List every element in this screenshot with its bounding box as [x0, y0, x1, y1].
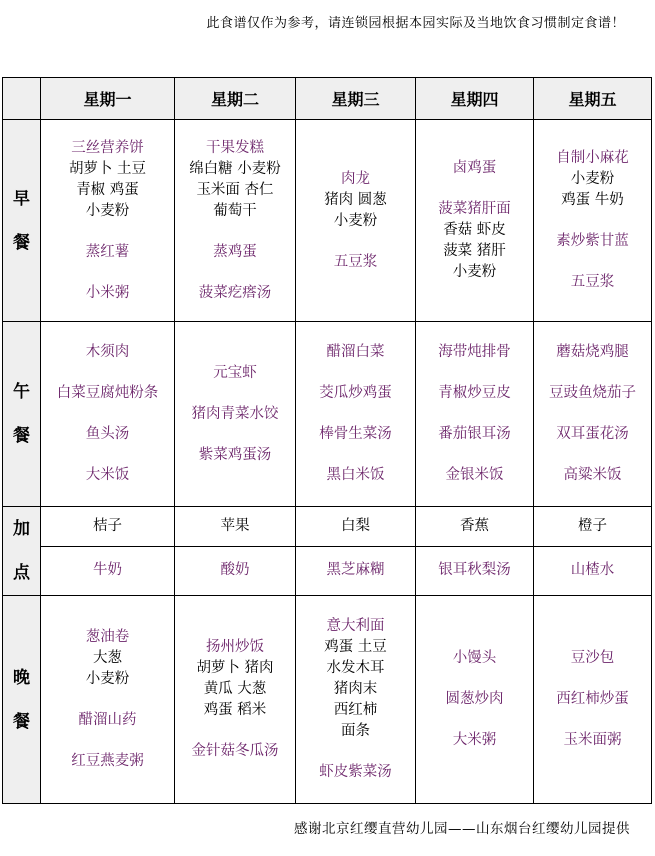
- lunch-row: [3, 322, 652, 507]
- breakfast-row: [3, 120, 652, 322]
- day-header: 星期三: [296, 78, 416, 120]
- dish: 蒸鸡蛋: [213, 243, 257, 260]
- dish: 葱油卷: [85, 629, 130, 645]
- dish: 素炒紫甘蓝: [556, 233, 629, 249]
- dish: 蒸红薯: [85, 243, 130, 260]
- ingredient: 猪肉 圆葱: [324, 191, 387, 208]
- dish: 玉米面粥: [563, 732, 622, 748]
- snack-drink: 山楂水: [534, 546, 652, 595]
- snack-drink: 黑芝麻糊: [296, 546, 416, 595]
- dish: 自制小麻花: [556, 150, 629, 166]
- dinner-tue: [175, 596, 296, 804]
- snack-drink-row: [3, 546, 652, 595]
- disclaimer-note: 此食谱仅作为参考，请连锁园根据本园实际及当地饮食习惯制定食谱！: [206, 16, 625, 31]
- dish: 西红柿炒蛋: [556, 691, 629, 707]
- ingredient: 大葱: [93, 650, 122, 666]
- dish: 海带炖排骨: [438, 344, 511, 360]
- snack-fruit: 橙子: [534, 507, 652, 547]
- ingredient: 胡萝卜 猪肉: [196, 660, 274, 676]
- ingredient: 青椒 鸡蛋: [76, 181, 139, 198]
- dish: 五豆浆: [570, 274, 615, 290]
- ingredient: 小麦粉: [85, 202, 130, 219]
- ingredient: 鸡蛋 牛奶: [561, 192, 624, 208]
- dish: 紫菜鸡蛋汤: [198, 446, 272, 463]
- ingredient: 葡萄干: [213, 202, 257, 219]
- dish: 肉龙: [341, 170, 370, 187]
- dish: 鱼头汤: [85, 426, 130, 442]
- dish: 圆葱炒肉: [445, 691, 504, 707]
- ingredient: 玉米面 杏仁: [196, 181, 274, 198]
- day-header: 星期五: [534, 78, 652, 120]
- dish: 卤鸡蛋: [452, 160, 497, 176]
- snack-drink: 酸奶: [175, 546, 296, 595]
- snack-drink: 牛奶: [41, 546, 175, 595]
- day-header: 星期二: [175, 78, 296, 120]
- dish: 金针菇冬瓜汤: [191, 743, 279, 759]
- dish: 红豆燕麦粥: [71, 753, 144, 769]
- dish: 小馒头: [452, 650, 497, 666]
- dish: 豆沙包: [570, 650, 615, 666]
- ingredient: 水发木耳: [326, 660, 385, 676]
- dish: 双耳蛋花汤: [556, 426, 629, 442]
- dinner-wed: [296, 596, 416, 804]
- snack-fruit: 桔子: [41, 507, 175, 547]
- dish: 虾皮紫菜汤: [319, 764, 392, 780]
- ingredient: 小麦粉: [85, 671, 130, 687]
- ingredient: 黄瓜 大葱: [203, 681, 267, 697]
- dish: 豆豉鱼烧茄子: [549, 385, 636, 401]
- breakfast-mon: [41, 120, 175, 322]
- meal-label-snack: 加 点: [3, 507, 41, 596]
- ingredient: 面条: [341, 723, 370, 739]
- dish: 菠菜猪肝面: [438, 201, 511, 217]
- dish: 小米粥: [85, 284, 130, 301]
- ingredient: 鸡蛋 稻米: [203, 702, 267, 718]
- weekly-menu-table: [2, 77, 652, 804]
- dinner-thu: [416, 596, 534, 804]
- dish: 青椒炒豆皮: [438, 385, 511, 401]
- lunch-mon: [41, 322, 175, 507]
- dinner-mon: [41, 596, 175, 804]
- dish: 意大利面: [326, 618, 385, 634]
- dish: 醋溜山药: [78, 712, 137, 728]
- ingredient: 鸡蛋 土豆: [324, 639, 387, 655]
- meal-label-lunch: 午 餐: [3, 322, 41, 507]
- ingredient: 猪肉末: [333, 681, 378, 697]
- dish: 大米饭: [85, 467, 130, 483]
- dish: 木须肉: [85, 344, 130, 360]
- dish: 五豆浆: [333, 253, 378, 270]
- ingredient: 小麦粉: [570, 171, 615, 187]
- lunch-fri: [534, 322, 652, 507]
- dish: 茭瓜炒鸡蛋: [319, 385, 392, 401]
- ingredient: 菠菜 猪肝: [443, 243, 506, 259]
- dinner-row: [3, 596, 652, 804]
- ingredient: 小麦粉: [333, 212, 378, 229]
- corner-cell: [3, 78, 41, 120]
- dish: 干果发糕: [206, 139, 264, 156]
- snack-fruit: 香蕉: [416, 507, 534, 547]
- snack-fruit-row: [3, 507, 652, 547]
- dish: 高粱米饭: [563, 467, 622, 483]
- breakfast-tue: [175, 120, 296, 322]
- day-header: 星期一: [41, 78, 175, 120]
- dish: 三丝营养饼: [71, 139, 144, 156]
- dish: 金银米饭: [445, 467, 504, 483]
- dish: 蘑菇烧鸡腿: [556, 344, 629, 360]
- lunch-wed: [296, 322, 416, 507]
- lunch-thu: [416, 322, 534, 507]
- ingredient: 小麦粉: [452, 264, 497, 280]
- snack-drink: 银耳秋梨汤: [416, 546, 534, 595]
- dish: 醋溜白菜: [326, 344, 385, 360]
- ingredient: 绵白糖 小麦粉: [189, 160, 281, 177]
- breakfast-wed: [296, 120, 416, 322]
- dish: 大米粥: [452, 732, 497, 748]
- breakfast-thu: [416, 120, 534, 322]
- day-header: 星期四: [416, 78, 534, 120]
- snack-fruit: 苹果: [175, 507, 296, 547]
- dish: 元宝虾: [213, 364, 257, 381]
- dish: 白菜豆腐炖粉条: [56, 385, 159, 401]
- ingredient: 胡萝卜 土豆: [68, 160, 147, 177]
- dish: 猪肉青菜水饺: [191, 405, 279, 422]
- credits-footer: 感谢北京红缨直营幼儿园——山东烟台红缨幼儿园提供: [294, 821, 630, 837]
- dinner-fri: [534, 596, 652, 804]
- snack-fruit: 白梨: [296, 507, 416, 547]
- meal-label-breakfast: 早 餐: [3, 120, 41, 322]
- dish: 扬州炒饭: [206, 639, 264, 655]
- dish: 菠菜疙瘩汤: [198, 284, 272, 301]
- dish: 棒骨生菜汤: [319, 426, 392, 442]
- breakfast-fri: [534, 120, 652, 322]
- header-row: [3, 78, 652, 120]
- dish: 番茄银耳汤: [438, 426, 511, 442]
- ingredient: 西红柿: [333, 702, 378, 718]
- dish: 黑白米饭: [326, 467, 385, 483]
- meal-label-dinner: 晚 餐: [3, 596, 41, 804]
- lunch-tue: [175, 322, 296, 507]
- ingredient: 香菇 虾皮: [443, 222, 506, 238]
